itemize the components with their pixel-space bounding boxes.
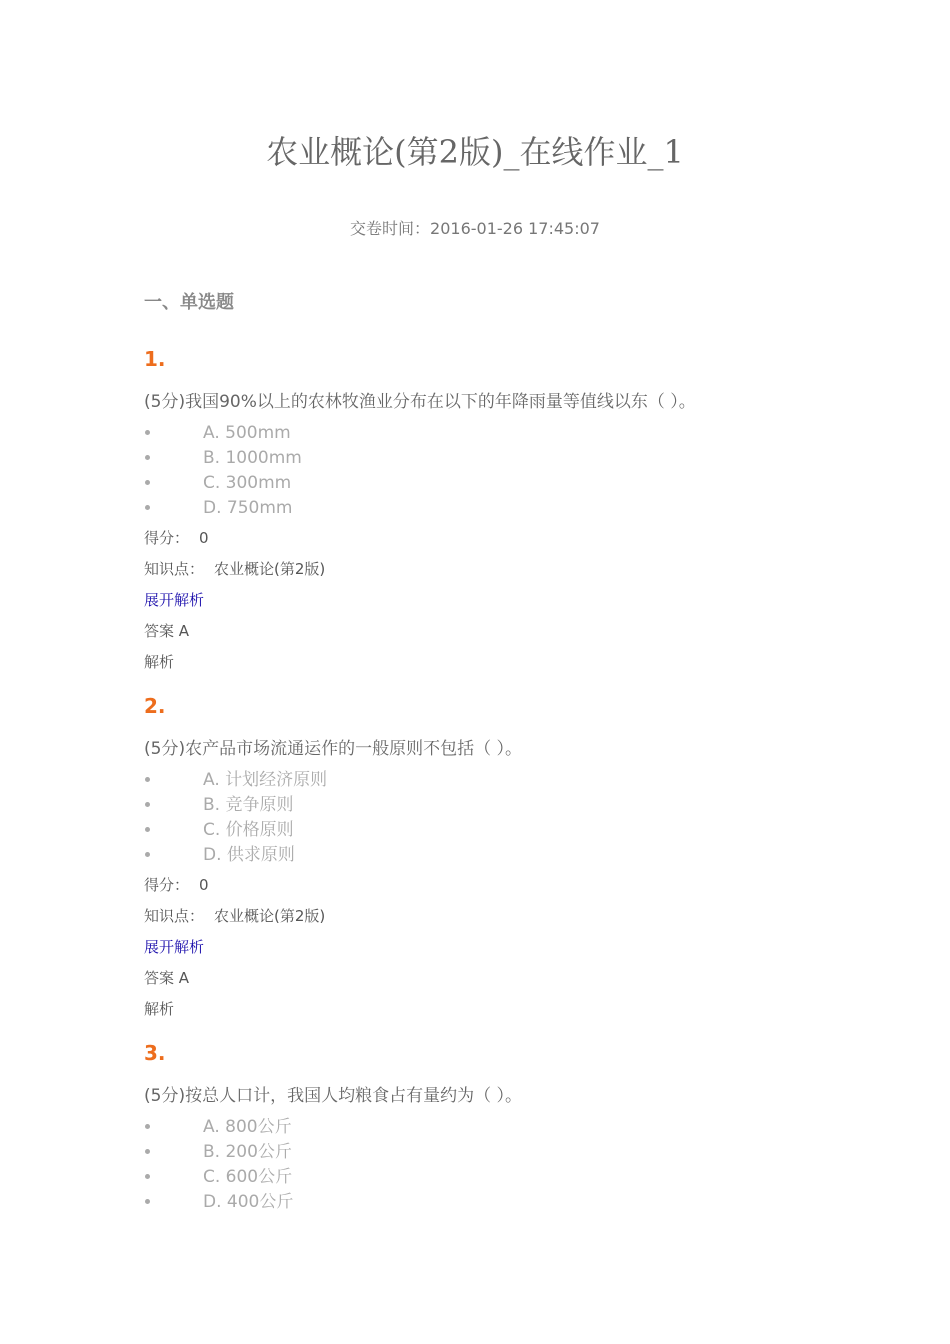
option-label: B. 竞争原则 [203,795,294,815]
section-title: 一、单选题 [144,292,234,313]
analysis-label: 解析 [144,1000,175,1018]
option-b[interactable] [144,1140,744,1165]
option-label: D. 供求原则 [203,845,295,865]
option-label: C. 600公斤 [203,1167,293,1187]
bullet-icon [145,480,150,485]
option-label: B. 200公斤 [203,1142,292,1162]
option-c[interactable] [144,1165,744,1190]
option-label: C. 300mm [203,473,292,493]
question-number: 1. [144,347,166,371]
option-label: D. 400公斤 [203,1192,294,1212]
option-b[interactable] [144,793,744,818]
bullet-icon [145,455,150,460]
score-value: 0 [199,529,209,547]
submit-time: 交卷时间：2016-01-26 17:45:07 [350,219,600,238]
option-label: C. 价格原则 [203,820,294,840]
answer-text: 答案 A [144,622,190,640]
knowledge-value: 农业概论(第2版) [214,560,326,578]
bullet-icon [145,852,150,857]
bullet-icon [145,777,150,782]
score-label: 得分： [144,529,190,547]
option-c[interactable] [144,818,744,843]
question-number: 2. [144,694,166,718]
option-d[interactable] [144,496,744,521]
option-label: D. 750mm [203,498,293,518]
option-b[interactable] [144,446,744,471]
question-stem: (5分)农产品市场流通运作的一般原则不包括（ ）。 [144,739,522,759]
expand-analysis-link[interactable]: 展开解析 [144,938,205,956]
knowledge-value: 农业概论(第2版) [214,907,326,925]
option-a[interactable] [144,768,744,793]
option-a[interactable] [144,421,744,446]
knowledge-label: 知识点： [144,560,205,578]
bullet-icon [145,802,150,807]
question-number: 3. [144,1041,166,1065]
bullet-icon [145,505,150,510]
bullet-icon [145,1199,150,1204]
knowledge-row [144,558,325,580]
option-label: A. 800公斤 [203,1117,292,1137]
option-c[interactable] [144,471,744,496]
question-stem: (5分)按总人口计，我国人均粮食占有量约为（ ）。 [144,1086,522,1106]
answer-text: 答案 A [144,969,190,987]
bullet-icon [145,430,150,435]
bullet-icon [145,1174,150,1179]
option-d[interactable] [144,1190,744,1215]
score-value: 0 [199,876,209,894]
bullet-icon [145,1149,150,1154]
option-label: B. 1000mm [203,448,302,468]
option-d[interactable] [144,843,744,868]
option-label: A. 500mm [203,423,291,443]
question-stem: (5分)我国90%以上的农林牧渔业分布在以下的年降雨量等值线以东（ ）。 [144,392,696,412]
option-label: A. 计划经济原则 [203,770,328,790]
score-label: 得分： [144,876,190,894]
option-a[interactable] [144,1115,744,1140]
page-title: 农业概论(第2版)_在线作业_1 [266,133,684,171]
knowledge-row [144,905,325,927]
analysis-label: 解析 [144,653,175,671]
knowledge-label: 知识点： [144,907,205,925]
score-row [144,527,209,549]
bullet-icon [145,1124,150,1129]
bullet-icon [145,827,150,832]
score-row [144,874,209,896]
expand-analysis-link[interactable]: 展开解析 [144,591,205,609]
